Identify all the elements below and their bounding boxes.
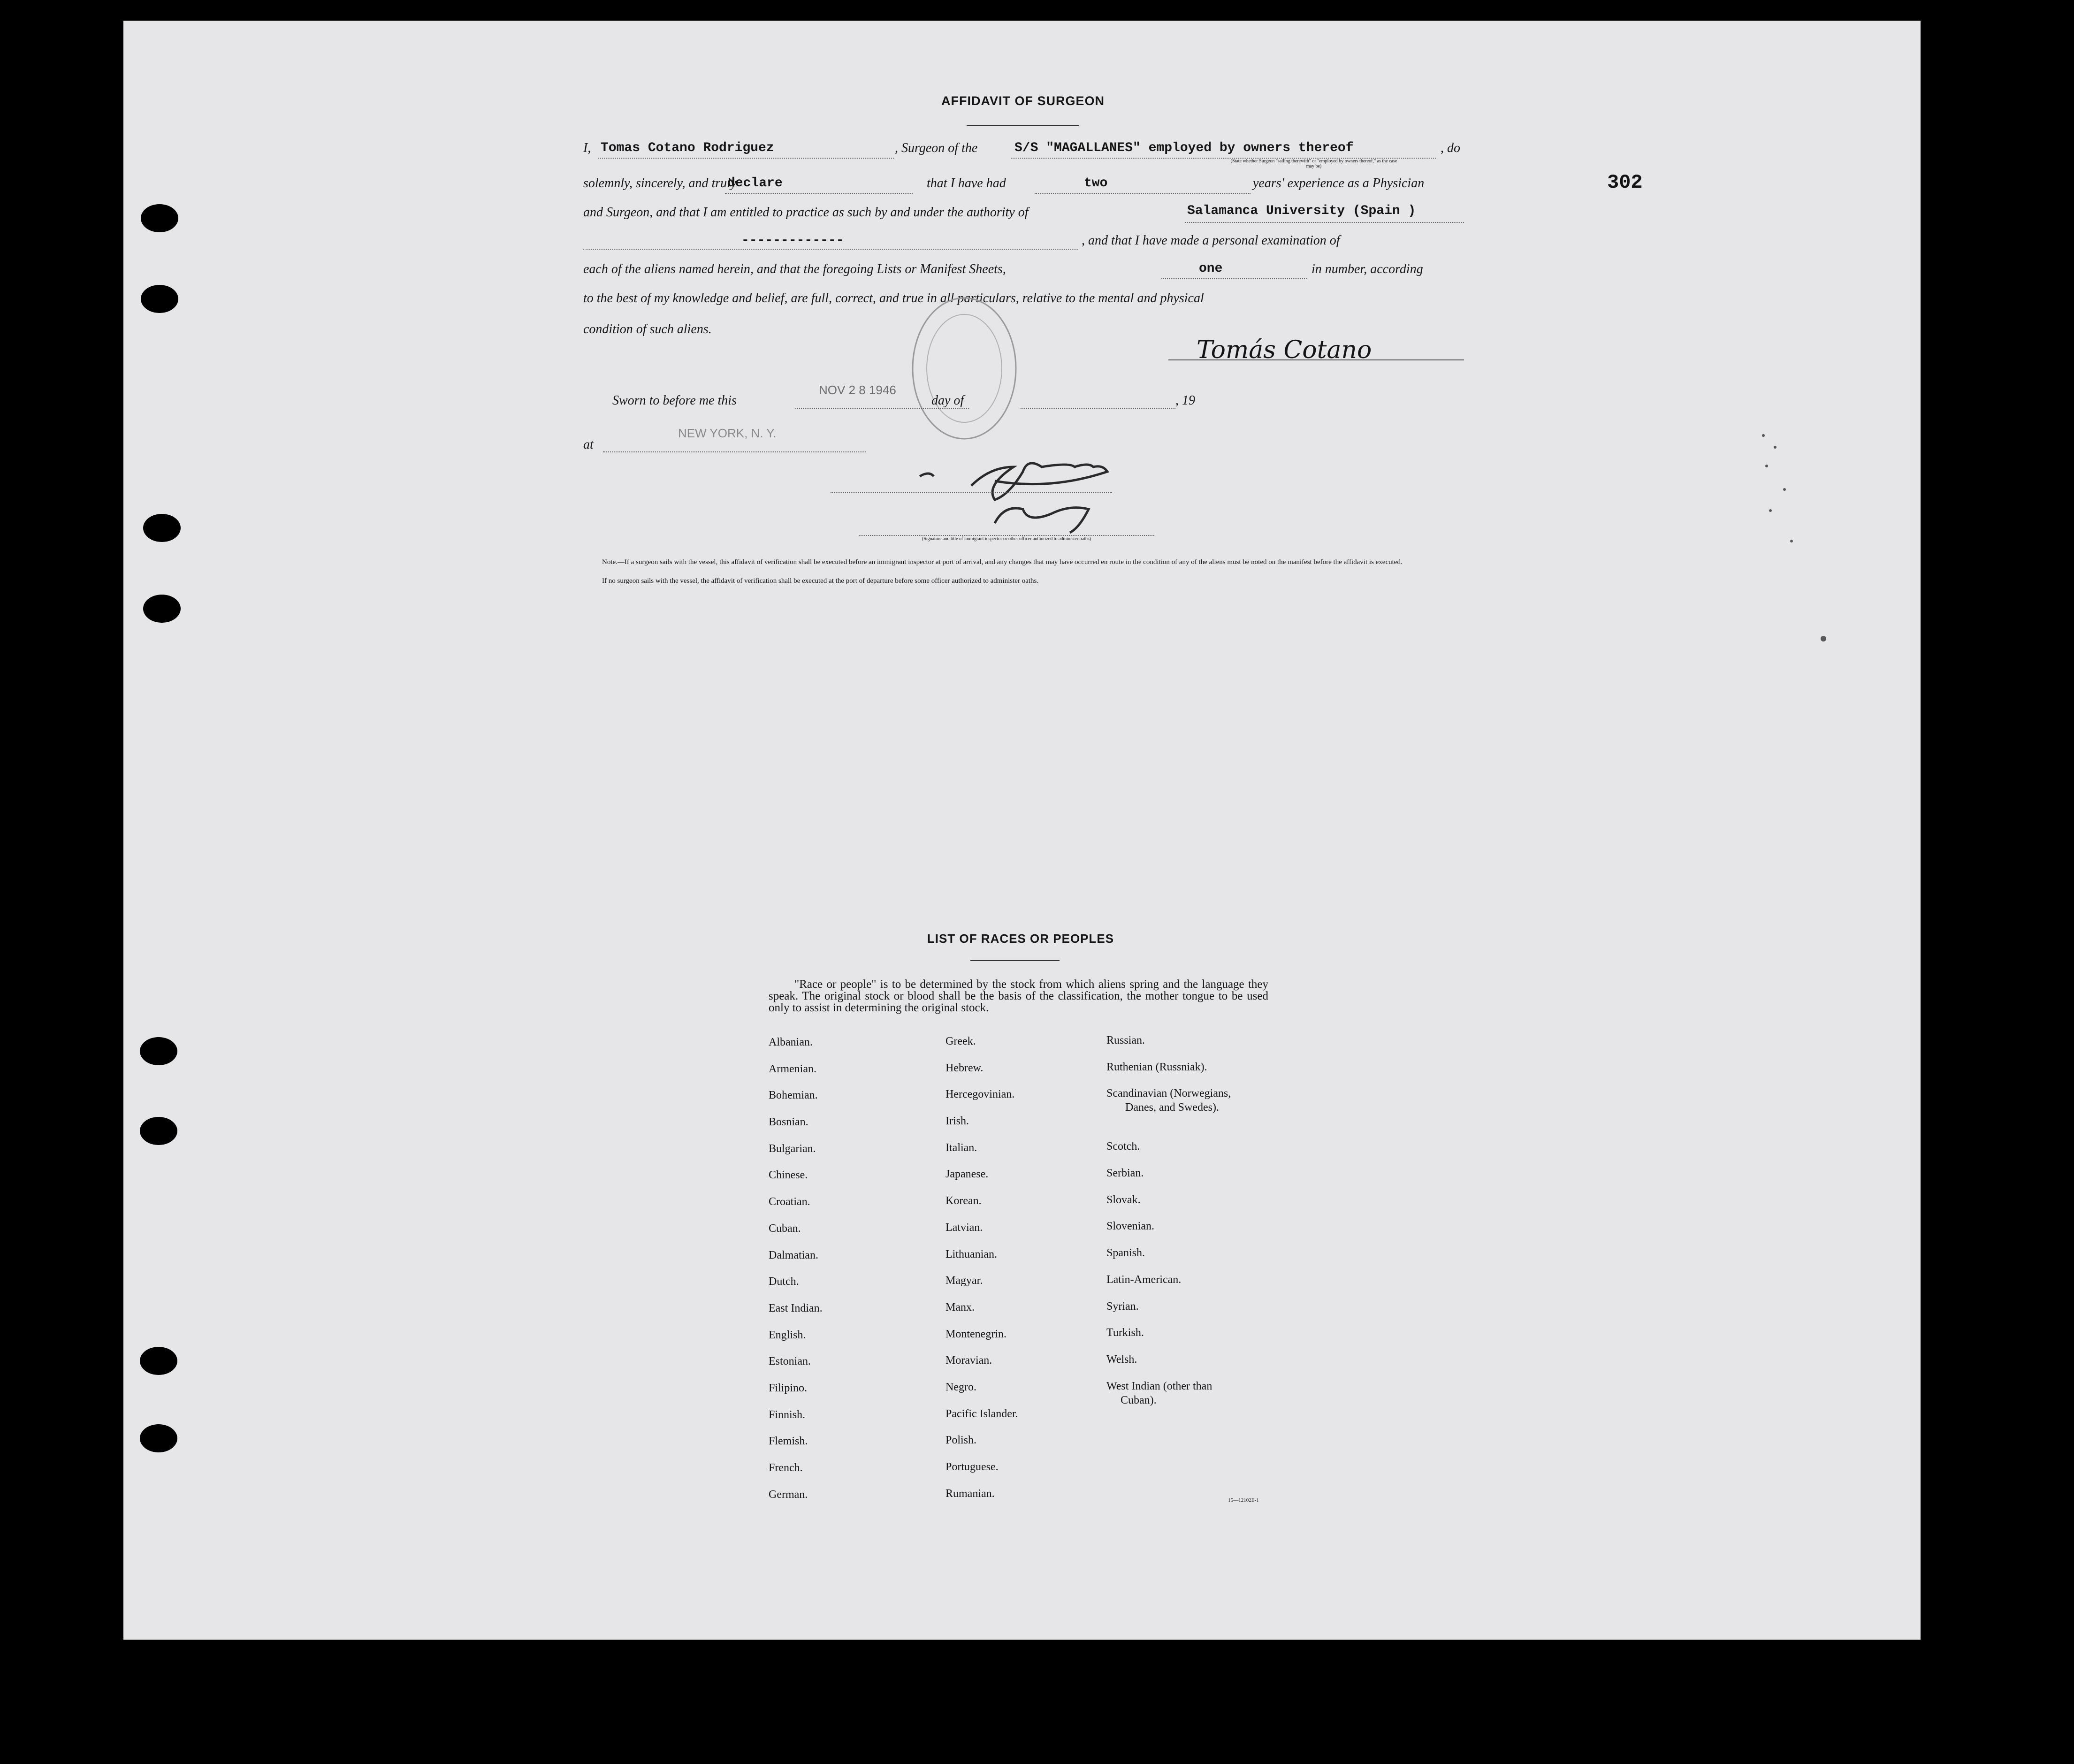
vessel-employment: S/S "MAGALLANES" employed by owners thereof	[1014, 141, 1354, 155]
page-number: 302	[1607, 171, 1643, 194]
race-item: Korean.	[946, 1195, 982, 1207]
sheet-count: one	[1199, 261, 1223, 276]
race-item: Danes, and Swedes).	[1125, 1101, 1219, 1114]
race-item: Slovak.	[1106, 1193, 1141, 1206]
race-item: Spanish.	[1106, 1247, 1145, 1260]
race-item: Portuguese.	[946, 1461, 999, 1473]
sworn-date-stamp: NOV 2 8 1946	[819, 383, 896, 397]
surgeon-name: Tomas Cotano Rodriguez	[601, 141, 774, 155]
race-item: Finnish.	[769, 1408, 806, 1421]
race-item: Slovenian.	[1106, 1220, 1154, 1233]
race-item: Cuban.	[769, 1222, 801, 1235]
form-code: 15—12102E-1	[1228, 1497, 1259, 1503]
race-item: Flemish.	[769, 1435, 808, 1448]
affidavit-line-5a: each of the aliens named herein, and that the foregoing Lists or Manifest Sheets,	[583, 262, 1006, 276]
race-item: West Indian (other than	[1106, 1380, 1212, 1392]
licensing-authority: Salamanca University (Spain )	[1187, 204, 1416, 218]
race-item: Bohemian.	[769, 1089, 818, 1102]
race-item: Turkish.	[1106, 1327, 1144, 1339]
race-item: Latin-American.	[1106, 1273, 1182, 1286]
race-item: Croatian.	[769, 1196, 810, 1208]
binder-hole	[140, 1347, 177, 1375]
signature-line	[1168, 359, 1464, 360]
affidavit-line-2b: that I have had	[927, 176, 1006, 191]
binder-hole	[143, 514, 181, 542]
race-item: Filipino.	[769, 1382, 808, 1394]
sworn-date-line	[795, 408, 969, 409]
binder-hole	[141, 204, 178, 232]
race-item: Latvian.	[946, 1221, 983, 1234]
years-line	[1035, 193, 1250, 194]
surgeon-name-line	[598, 158, 894, 159]
race-item: Irish.	[946, 1115, 969, 1128]
binder-hole	[140, 1117, 177, 1145]
declare-word: declare	[727, 176, 783, 191]
year-prefix: , 19	[1175, 393, 1195, 408]
officer-signature	[901, 443, 1164, 537]
races-column-1	[769, 1036, 928, 1515]
race-item: Dutch.	[769, 1275, 799, 1288]
place-stamp: NEW YORK, N. Y.	[678, 426, 777, 440]
affidavit-line-2c: years' experience as a Physician	[1253, 176, 1425, 191]
race-item: Bulgarian.	[769, 1142, 816, 1155]
race-item: Albanian.	[769, 1036, 813, 1048]
race-item: Syrian.	[1106, 1300, 1139, 1313]
race-item: Rumanian.	[946, 1487, 995, 1500]
race-item: Welsh.	[1106, 1353, 1137, 1366]
race-item: Serbian.	[1106, 1167, 1144, 1180]
race-item: Bosnian.	[769, 1116, 808, 1129]
race-item: Scotch.	[1106, 1140, 1140, 1153]
race-item: English.	[769, 1329, 806, 1341]
surgeon-of-label: , Surgeon of the	[895, 141, 978, 155]
years-experience: two	[1084, 176, 1108, 191]
race-item: Armenian.	[769, 1062, 816, 1075]
note-no-surgeon: If no surgeon sails with the vessel, the affidavit of verification shall be executed at the port of departure before some officer authorized to administer oaths.	[602, 577, 1039, 585]
race-item: Moravian.	[946, 1354, 992, 1367]
month-line	[1021, 408, 1175, 409]
place-line	[603, 451, 866, 452]
authority-cont-line	[583, 249, 1078, 250]
affidavit-line-3a: and Surgeon, and that I am entitled to practice as such by and under the authority of	[583, 205, 1029, 220]
authority-continued: -------------	[741, 233, 844, 248]
affidavit-line-4b: , and that I have made a personal examination of	[1082, 233, 1340, 248]
races-column-3	[1106, 1034, 1285, 1420]
employment-note: (State whether Surgeon "sailing therewith" or "employed by owners thereof," as the case may be)	[1230, 159, 1397, 169]
race-item: Lithuanian.	[946, 1248, 997, 1260]
affidavit-line-1: I,	[583, 141, 591, 155]
declare-line	[725, 193, 913, 194]
affidavit-line-6: to the best of my knowledge and belief, are full, correct, and true in all particulars, relative to the mental and physical	[583, 291, 1204, 305]
binder-hole	[141, 285, 178, 313]
race-item: Chinese.	[769, 1169, 808, 1182]
race-item: Ruthenian (Russniak).	[1106, 1061, 1207, 1073]
race-item: Estonian.	[769, 1355, 811, 1368]
race-item: Greek.	[946, 1035, 976, 1047]
affidavit-line-5b: in number, according	[1312, 262, 1423, 276]
affidavit-line-7: condition of such aliens.	[583, 322, 712, 336]
race-item: Pacific Islander.	[946, 1407, 1018, 1420]
race-item: Negro.	[946, 1381, 976, 1393]
race-item: Russian.	[1106, 1034, 1145, 1046]
authority-line	[1185, 222, 1464, 223]
official-seal	[906, 291, 1023, 446]
race-item: Cuban).	[1121, 1394, 1157, 1406]
sheets-line	[1161, 278, 1307, 279]
race-item: Japanese.	[946, 1168, 989, 1181]
note-surgeon-sails: Note.—If a surgeon sails with the vessel, this affidavit of verification shall be executed before an immigrant inspector at port of arrival, and any changes that may have occurred en route in the condition of any of the aliens must be noted on the manifest before the affidavit is executed.	[602, 558, 1403, 566]
line-1-end: , do	[1441, 141, 1460, 155]
race-item: Italian.	[946, 1141, 977, 1154]
race-item: Dalmatian.	[769, 1249, 818, 1261]
races-title: LIST OF RACES OR PEOPLES	[927, 932, 1114, 946]
race-item: German.	[769, 1488, 808, 1501]
officer-line-2	[859, 535, 1154, 536]
title-rule	[967, 125, 1079, 126]
binder-hole	[140, 1037, 177, 1065]
race-item: Magyar.	[946, 1275, 983, 1287]
officer-title-label: (Signature and title of immigrant inspector or other officer authorized to administer oaths)	[922, 536, 1091, 542]
affidavit-line-2a: solemnly, sincerely, and truly	[583, 176, 737, 191]
binder-hole	[143, 595, 181, 623]
officer-line-1	[831, 492, 1112, 493]
surgeon-signature: Tomás Cotano	[1197, 336, 1372, 364]
race-item: Scandinavian (Norwegians,	[1106, 1087, 1231, 1100]
race-item: Hercegovinian.	[946, 1088, 1015, 1101]
race-item: Manx.	[946, 1301, 975, 1313]
race-item: Polish.	[946, 1434, 977, 1447]
affidavit-title: AFFIDAVIT OF SURGEON	[941, 94, 1105, 108]
sworn-label: Sworn to before me this	[612, 393, 737, 408]
races-intro: "Race or people" is to be determined by the stock from which aliens spring and the language they speak. The original stock or blood shall be the basis of the classification, the mother tongue to be used only to assist in determining the original stock.	[769, 978, 1268, 1014]
at-label: at	[583, 437, 594, 452]
race-item: French.	[769, 1462, 803, 1474]
race-item: Montenegrin.	[946, 1328, 1006, 1340]
race-item: Hebrew.	[946, 1061, 984, 1074]
day-of-label: day of	[931, 393, 964, 408]
races-column-2	[946, 1035, 1100, 1514]
binder-hole	[140, 1424, 177, 1452]
races-title-rule	[970, 960, 1060, 961]
race-item: East Indian.	[769, 1302, 823, 1314]
